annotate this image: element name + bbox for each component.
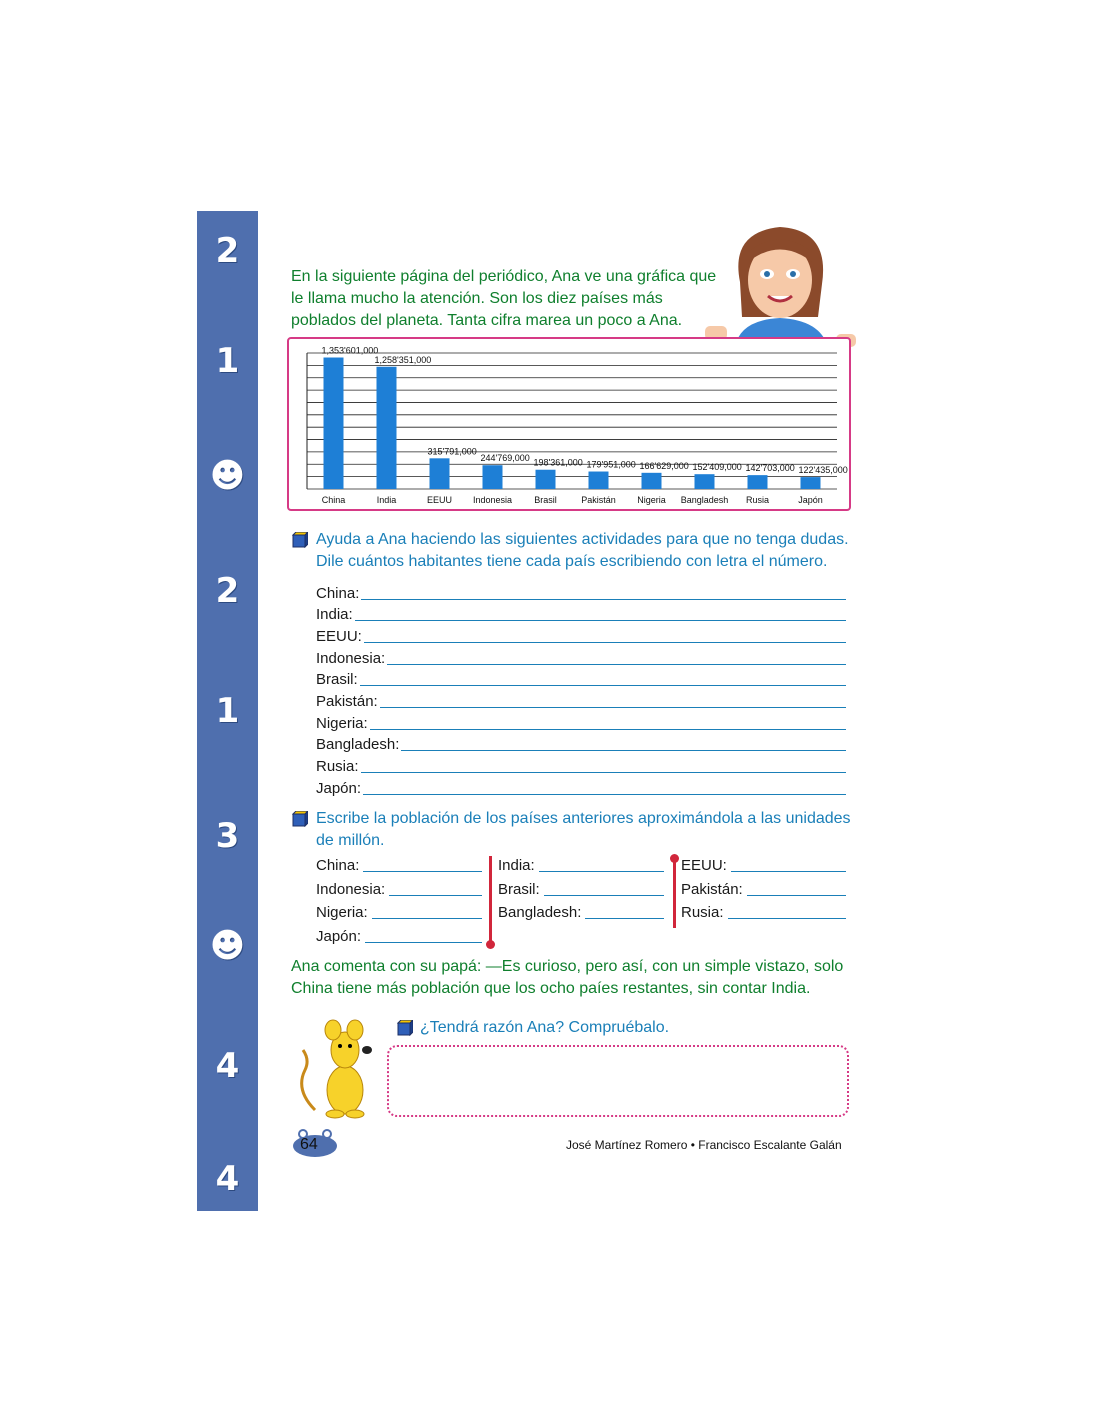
answer-line[interactable] bbox=[363, 794, 846, 795]
value-label: 1,353'601,000 bbox=[321, 345, 379, 356]
rounding-answer-line[interactable] bbox=[747, 895, 846, 896]
value-label: 142'703,000 bbox=[745, 463, 795, 474]
rounding-answer-line[interactable] bbox=[372, 918, 482, 919]
rounding-answer-line[interactable] bbox=[539, 871, 664, 872]
category-label: Rusia bbox=[745, 495, 770, 505]
strip-glyph: 2 bbox=[215, 231, 240, 271]
answer-row-label: Indonesia: bbox=[316, 650, 386, 667]
rounding-row bbox=[316, 900, 482, 922]
bar-brasil bbox=[536, 470, 556, 489]
rounding-row-label: China: bbox=[316, 857, 360, 874]
answer-row bbox=[316, 733, 846, 754]
strip-glyph: 1 bbox=[215, 341, 240, 381]
answer-box[interactable] bbox=[387, 1045, 849, 1117]
mouse-illustration bbox=[295, 1010, 385, 1120]
value-label: 152'409,000 bbox=[692, 462, 742, 473]
rounding-answer-line[interactable] bbox=[363, 871, 482, 872]
rounding-row-label: Brasil: bbox=[498, 881, 540, 898]
rounding-row bbox=[681, 877, 846, 899]
value-label: 198'361,000 bbox=[533, 457, 583, 468]
rounding-row bbox=[498, 877, 664, 899]
value-label: 122'435,000 bbox=[798, 465, 848, 476]
rounding-answer-line[interactable] bbox=[389, 895, 482, 896]
answer-line[interactable] bbox=[361, 772, 846, 773]
category-label: EEUU bbox=[426, 495, 453, 505]
answer-line[interactable] bbox=[370, 729, 846, 730]
answer-row-label: EEUU: bbox=[316, 628, 362, 645]
task2-instructions: Escribe la población de los países anteriores aproximándola a las unidades de millón. bbox=[316, 810, 851, 849]
strip-glyph: ☻ bbox=[209, 456, 246, 496]
answer-line[interactable] bbox=[401, 750, 846, 751]
answer-row bbox=[316, 755, 846, 776]
population-chart bbox=[287, 337, 851, 511]
answer-line[interactable] bbox=[380, 707, 846, 708]
category-label: Japón bbox=[798, 495, 823, 505]
answer-row bbox=[316, 647, 846, 668]
bar-bangladesh bbox=[695, 474, 715, 489]
value-label: 166'629,000 bbox=[639, 460, 689, 471]
answer-row-label: Pakistán: bbox=[316, 693, 378, 710]
answer-line[interactable] bbox=[355, 620, 846, 621]
rounding-row bbox=[681, 853, 846, 875]
column-divider bbox=[673, 860, 676, 928]
rounding-row-label: Nigeria: bbox=[316, 904, 368, 921]
strip-glyph: 3 bbox=[215, 816, 240, 856]
comment-paragraph: Ana comenta con su papá: —Es curioso, pero así, con un simple vistazo, solo China tiene más población que los ocho paíes restantes, sin contar India. bbox=[291, 958, 844, 997]
cube-bullet-icon bbox=[292, 811, 308, 827]
answer-line[interactable] bbox=[364, 642, 846, 643]
answer-row-label: India: bbox=[316, 606, 353, 623]
intro-paragraph: En la siguiente página del periódico, Ana ve una gráfica que le llama mucho la atención. Son los diez países más poblados del planeta. Tanta cifra marea un poco a Ana. bbox=[291, 268, 717, 329]
category-label: Bangladesh bbox=[680, 495, 729, 505]
strip-glyph: 1 bbox=[215, 691, 240, 731]
bar-japón bbox=[801, 477, 821, 489]
value-label: 244'769,000 bbox=[480, 453, 530, 464]
strip-glyph: ☻ bbox=[209, 926, 246, 966]
category-label: China bbox=[321, 495, 346, 505]
side-strip bbox=[197, 211, 258, 1211]
answer-row bbox=[316, 603, 846, 624]
rounding-answer-line[interactable] bbox=[728, 918, 846, 919]
rounding-row-label: EEUU: bbox=[681, 857, 727, 874]
category-label: Indonesia bbox=[472, 495, 513, 505]
footer-authors: José Martínez Romero • Francisco Escalante Galán bbox=[566, 1138, 842, 1152]
answer-line[interactable] bbox=[360, 685, 846, 686]
answer-row-label: Bangladesh: bbox=[316, 736, 400, 753]
rounding-row bbox=[316, 853, 482, 875]
cube-bullet-icon bbox=[397, 1020, 413, 1036]
category-label: India bbox=[376, 495, 397, 505]
bar-pakistán bbox=[589, 472, 609, 489]
category-label: Brasil bbox=[534, 495, 557, 505]
value-label: 315'791,000 bbox=[427, 446, 477, 457]
task1-instructions: Ayuda a Ana haciendo las siguientes actividades para que no tenga dudas. Dile cuántos habitantes tiene cada país escribiendo con letra el número. bbox=[316, 531, 849, 570]
answer-row bbox=[316, 625, 846, 646]
rounding-answer-line[interactable] bbox=[544, 895, 664, 896]
strip-glyph: 4 bbox=[215, 1046, 240, 1086]
answer-row-label: Japón: bbox=[316, 780, 362, 797]
cube-bullet-icon bbox=[292, 532, 308, 548]
strip-glyph: 2 bbox=[215, 571, 240, 611]
rounding-row-label: Bangladesh: bbox=[498, 904, 582, 921]
answer-line[interactable] bbox=[387, 664, 846, 665]
rounding-row-label: India: bbox=[498, 857, 535, 874]
value-label: 1,258'351,000 bbox=[374, 354, 432, 365]
strip-glyph: 4 bbox=[215, 1159, 240, 1199]
girl-illustration bbox=[700, 222, 860, 347]
answer-line[interactable] bbox=[361, 599, 846, 600]
rounding-row-label: Indonesia: bbox=[316, 881, 386, 898]
rounding-row-label: Japón: bbox=[316, 928, 362, 945]
category-label: Nigeria bbox=[637, 495, 666, 505]
divider-pin-icon bbox=[670, 854, 679, 863]
answer-row bbox=[316, 690, 846, 711]
value-label: 179'951,000 bbox=[586, 459, 636, 470]
bar-china bbox=[324, 358, 344, 489]
answer-row bbox=[316, 668, 846, 689]
bar-rusia bbox=[748, 475, 768, 489]
answer-row bbox=[316, 777, 846, 798]
divider-pin-icon bbox=[486, 940, 495, 949]
bar-nigeria bbox=[642, 473, 662, 489]
rounding-row bbox=[316, 924, 482, 946]
chart-svg bbox=[289, 339, 849, 509]
rounding-row bbox=[681, 900, 846, 922]
rounding-row bbox=[316, 877, 482, 899]
column-divider bbox=[489, 856, 492, 944]
answer-row bbox=[316, 712, 846, 733]
rounding-row bbox=[498, 853, 664, 875]
bar-eeuu bbox=[430, 458, 450, 489]
rounding-row-label: Rusia: bbox=[681, 904, 724, 921]
task3-question: ¿Tendrá razón Ana? Compruébalo. bbox=[420, 1019, 670, 1036]
rounding-row bbox=[498, 900, 664, 922]
bar-indonesia bbox=[483, 465, 503, 489]
rounding-answer-line[interactable] bbox=[731, 871, 846, 872]
rounding-answer-line[interactable] bbox=[365, 942, 482, 943]
page-number: 64 bbox=[300, 1136, 318, 1153]
category-label: Pakistán bbox=[581, 495, 616, 505]
bar-india bbox=[377, 367, 397, 489]
answer-row-label: Brasil: bbox=[316, 671, 358, 688]
rounding-answer-line[interactable] bbox=[585, 918, 664, 919]
answer-row-label: China: bbox=[316, 585, 360, 602]
rounding-row-label: Pakistán: bbox=[681, 881, 743, 898]
answer-row-label: Nigeria: bbox=[316, 715, 368, 732]
answer-row bbox=[316, 582, 846, 603]
answer-row-label: Rusia: bbox=[316, 758, 359, 775]
